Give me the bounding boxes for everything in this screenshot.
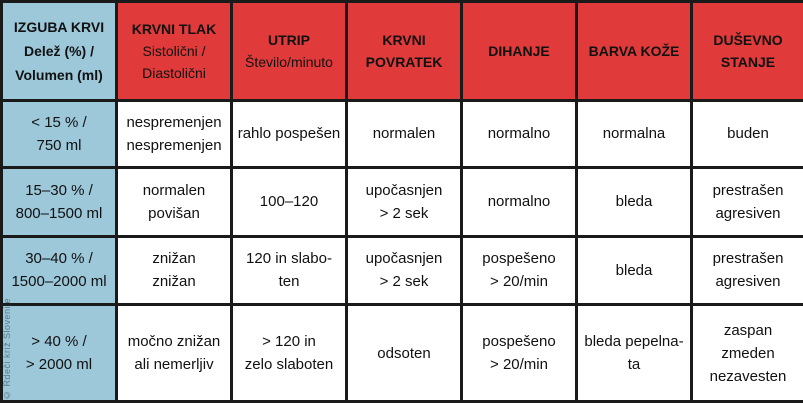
cell-line: normalno — [487, 193, 551, 211]
cell-line: upočasnjen — [365, 250, 443, 268]
blood-loss-cell — [2, 100, 117, 168]
header-blood-loss-line: IZGUBA KRVI — [13, 18, 105, 35]
header-title: KRVNI TLAK — [131, 20, 217, 37]
table-body — [2, 100, 803, 401]
blood-pressure-cell — [117, 236, 232, 305]
cell-line: bleda — [615, 193, 653, 211]
header-breathing — [462, 2, 577, 101]
cell-line: 120 in slabo- — [246, 250, 332, 268]
breathing-cell — [462, 236, 577, 305]
cell-line: buden — [727, 125, 769, 143]
cell-line: agresiven — [715, 204, 781, 222]
cell-line: znižan — [152, 250, 196, 268]
cell-line: bleda pepelna- — [584, 333, 684, 351]
mental-state-cell — [692, 305, 803, 402]
cell-line: prestrašen — [712, 250, 784, 268]
cell-line: odsoten — [377, 344, 431, 362]
pulse-cell — [232, 305, 347, 402]
header-mental-state — [692, 2, 803, 101]
capillary-refill-cell — [347, 168, 462, 237]
breathing-cell — [462, 168, 577, 237]
cell-line: nezavesten — [709, 367, 787, 385]
breathing-cell — [462, 305, 577, 402]
cell-line: bleda — [615, 261, 653, 279]
cell-line: 15–30 % / — [25, 181, 93, 199]
mental-state-cell — [692, 168, 803, 237]
capillary-refill-cell — [347, 236, 462, 305]
cell-line: > 2 sek — [379, 273, 429, 291]
cell-line: ta — [627, 356, 641, 374]
cell-line: 800–1500 ml — [15, 204, 103, 222]
cell-line: > 2 sek — [379, 204, 429, 222]
table-row — [2, 236, 803, 305]
capillary-refill-cell — [347, 305, 462, 402]
cell-line: rahlo pospešen — [237, 125, 341, 143]
cell-line: 750 ml — [36, 136, 82, 154]
cell-line: pospešeno — [482, 333, 556, 351]
cell-line: nespremenjen — [126, 113, 222, 131]
header-subtitle: Število/minuto — [245, 53, 333, 70]
pulse-cell — [232, 100, 347, 168]
blood-loss-cell — [2, 305, 117, 402]
skin-color-cell — [577, 236, 692, 305]
copyright-watermark: © Rdeči križ Slovenije — [2, 297, 12, 400]
cell-line: < 15 % / — [31, 113, 87, 131]
cell-line: povišan — [148, 204, 200, 222]
table-row — [2, 305, 803, 402]
cell-line: normalen — [142, 181, 206, 199]
header-skin-color — [577, 2, 692, 101]
header-blood-loss-line: Volumen (ml) — [15, 66, 103, 83]
capillary-refill-cell — [347, 100, 462, 168]
cell-line: 1500–2000 ml — [11, 273, 107, 291]
cell-line: 100–120 — [259, 193, 319, 211]
header-title: BARVA KOŽE — [588, 42, 680, 59]
header-pulse — [232, 2, 347, 101]
header-row — [2, 2, 803, 101]
mental-state-cell — [692, 100, 803, 168]
pulse-cell — [232, 168, 347, 237]
blood-loss-cell — [2, 236, 117, 305]
header-title: UTRIP — [268, 31, 310, 48]
cell-line: znižan — [152, 273, 196, 291]
header-title: DUŠEVNO — [713, 31, 783, 48]
blood-pressure-cell — [117, 168, 232, 237]
blood-loss-cell — [2, 168, 117, 237]
header-title: POVRATEK — [365, 53, 443, 70]
cell-line: prestrašen — [712, 181, 784, 199]
cell-line: nespremenjen — [126, 136, 222, 154]
skin-color-cell — [577, 305, 692, 402]
breathing-cell — [462, 100, 577, 168]
skin-color-cell — [577, 168, 692, 237]
header-title: KRVNI — [382, 31, 426, 48]
cell-line: > 120 in — [262, 333, 316, 351]
cell-line: ten — [278, 273, 300, 291]
cell-line: pospešeno — [482, 250, 556, 268]
cell-line: > 20/min — [490, 273, 548, 291]
cell-line: upočasnjen — [365, 181, 443, 199]
mental-state-cell — [692, 236, 803, 305]
header-blood-loss-line: Delež (%) / — [23, 42, 94, 59]
header-subtitle: Diastolični — [142, 64, 206, 81]
cell-line: normalno — [487, 125, 551, 143]
header-blood-pressure — [117, 2, 232, 101]
header-title: DIHANJE — [488, 42, 550, 59]
cell-line: > 40 % / — [31, 333, 87, 351]
cell-line: zmeden — [721, 344, 775, 362]
cell-line: normalen — [372, 125, 436, 143]
table-row — [2, 100, 803, 168]
cell-line: zelo slaboten — [244, 356, 334, 374]
cell-line: normalna — [602, 125, 666, 143]
blood-pressure-cell — [117, 100, 232, 168]
blood-pressure-cell — [117, 305, 232, 402]
skin-color-cell — [577, 100, 692, 168]
header-blood-loss — [2, 2, 117, 101]
cell-line: agresiven — [715, 273, 781, 291]
table-row — [2, 168, 803, 237]
header-subtitle: Sistolični / — [142, 42, 206, 59]
header-title: STANJE — [720, 53, 776, 70]
cell-line: zaspan — [723, 321, 773, 339]
cell-line: 30–40 % / — [25, 250, 93, 268]
cell-line: močno znižan — [127, 333, 221, 351]
pulse-cell — [232, 236, 347, 305]
cell-line: > 2000 ml — [25, 356, 93, 374]
cell-line: > 20/min — [490, 356, 548, 374]
cell-line: ali nemerljiv — [134, 356, 214, 374]
header-capillary-refill — [347, 2, 462, 101]
